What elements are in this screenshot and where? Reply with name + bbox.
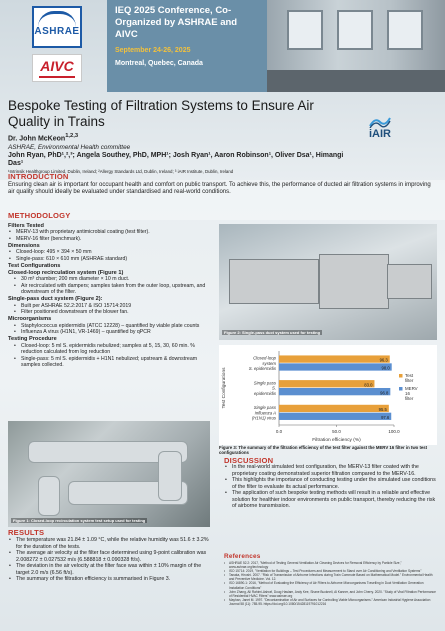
list-item: • 30 m³ chamber; 200 mm diameter × 10 m duct.: [8, 276, 213, 282]
coauthors: John Ryan, PhD¹,²,³; Angela Southey, PhD, MPH¹; Josh Ryan¹, Aaron Robinson¹, Oliver Dsa¹, Himangi Das¹: [8, 151, 344, 167]
aivc-logo-text: AIVC: [40, 58, 74, 74]
filters-heading: Filters Tested: [8, 222, 44, 229]
introduction-text: Ensuring clean air is important for occupant health and comfort on public transport. To achieve this, the performance of ducted air filtration systems in improving air quality should ideally be evaluated under standardised and real-world conditions.: [8, 182, 431, 196]
y-category-label: system: [262, 360, 276, 366]
data-label: 96.3: [379, 357, 388, 363]
reference-item: • John Zhang, Ali Rahimi-Ashraf, Doug Haslam, Andy Kee, Shane Bucknell, Al Kanner, and John Cherry. 2020. "Study of Viral Filtration Performance of Residential HVAC Filters" www.ashrae.org: [224, 590, 437, 598]
closed-loop-list: [8, 276, 213, 295]
list-item: • Built per ASHRAE 52.2:2017 & ISO 15714:2019: [8, 303, 213, 309]
references-heading: References: [224, 553, 261, 560]
list-item: • The deviation in the air velocity at the filter face was within ± 10% margin of the target 2.0 m/s (6.56 ft/s).: [8, 563, 213, 576]
legend-label: filter: [405, 396, 414, 401]
single-pass-heading: Single-pass duct system (Figure 2):: [8, 296, 103, 303]
bar-merv16: [279, 363, 392, 370]
data-label: 98.0: [381, 365, 390, 371]
reference-item: • ISO 16890-1: 2016, "Method of Evaluating the Efficiency of Air Filters to Airborne Microorganisms Travelling in Duct Ventilation Generation Installation Conditions": [224, 581, 437, 589]
efficiency-chart: [219, 345, 437, 445]
y-category-label: S.: [271, 385, 276, 391]
author-block: [8, 132, 348, 176]
results-heading: RESULTS: [8, 528, 45, 537]
list-item: • Staphylococcus epidermidis (ATCC 12228) – quantified by viable plate counts: [8, 323, 213, 329]
reference-item: • Tanaka, Hiroshi. 2007. "Risk of Transmission of Airborne Infections during Train Commute Based on Mathematical Model." Environmental Health and Preventive Medicine. Vol. 12.: [224, 573, 437, 581]
train-window: [387, 10, 423, 50]
dimensions-list: [8, 249, 213, 262]
figure-2-caption: Figure 2: Single-pass duct system used for testing: [224, 330, 321, 335]
lead-author-affiliation: 1,2,3: [65, 133, 79, 139]
list-item: • This highlights the importance of conducting testing under the simulated use conditions of the filter to evaluate its actual performance.: [224, 477, 437, 490]
single-pass-list: [8, 303, 213, 316]
methodology-section: [8, 222, 213, 369]
poster-title: Bespoke Testing of Filtration Systems to Ensure Air Quality in Trains: [8, 98, 314, 129]
legend-label: Test: [405, 373, 414, 378]
legend-label: 16: [405, 391, 410, 396]
bar-merv16: [279, 413, 391, 420]
bar-test-filter: [279, 405, 389, 412]
legend-label: filter: [405, 378, 414, 383]
list-item: • MERV-13 with proprietary antimicrobial coating (test filter).: [8, 229, 213, 235]
lead-author-name: Dr. John McKeon: [8, 135, 66, 143]
y-category-label: Single pass: [253, 380, 276, 386]
conference-panel: [107, 0, 267, 92]
y-category-label: Single pass: [253, 405, 276, 411]
list-item: • Closed-loop: 5 ml S. epidermidis nebulized; samples at 5, 15, 30, 60 min. % reduction calculated from log reduction: [8, 343, 213, 356]
legend-swatch: [399, 387, 403, 391]
ashrae-arc-icon: [38, 11, 76, 27]
results-list: [8, 537, 213, 583]
committee: ASHRAE, Environmental Health committee: [8, 143, 131, 151]
x-tick-label: 100.0: [388, 429, 400, 434]
duct-pipe: [38, 476, 60, 516]
bar-merv16: [279, 388, 390, 395]
discussion-section: [224, 464, 437, 510]
aivc-underline: [39, 76, 75, 78]
closed-loop-photo: [8, 421, 210, 527]
duct-housing: [229, 259, 319, 304]
ashrae-logo-text: ASHRAE: [34, 26, 80, 37]
references-section: [224, 561, 437, 606]
reference-item: • ASHRAE 52.2: 2017, "Method of Testing General Ventilation Air Cleaning Devices for Removal Efficiency by Particle Size," www.ashrae.org/technology: [224, 561, 437, 569]
conference-title: IEQ 2025 Conference, Co-Organized by ASHRAE and AIVC: [115, 5, 238, 40]
duct-pipe: [158, 451, 182, 501]
lead-author: [8, 132, 348, 144]
dimensions-heading: Dimensions: [8, 242, 40, 249]
data-label: 83.0: [364, 382, 373, 388]
results-section: [8, 537, 213, 583]
x-tick-label: 0.0: [275, 429, 283, 434]
list-item: • Air recirculated with dampers; samples taken from the outer loop, upstream, and downstream of the filter.: [8, 283, 213, 296]
bar-test-filter: [279, 380, 374, 387]
list-item: • The application of such bespoke testing methods will result in a reliable and effective solution for healthier indoor environments on public transport, thereby reducing the risk of airborne transmission.: [224, 490, 437, 510]
iair-logo-text: iAIR: [369, 128, 391, 140]
single-pass-photo: [219, 224, 437, 340]
figure-3-caption: Figure 3: The summary of the filtration efficiency of the test filter against the MERV 16 filter in two test configurations: [219, 445, 428, 456]
y-category-label: Influenza A: [254, 410, 276, 416]
y-category-label: epidermidis: [254, 390, 276, 396]
x-tick-label: 50.0: [332, 429, 341, 434]
list-item: • The temperature was 21.84 ± 1.09 °C, while the relative humidity was 51.6 ± 3.2% for the duration of the tests.: [8, 537, 213, 550]
duct-housing: [387, 264, 432, 299]
x-axis-label: Filtration efficiency (%): [312, 438, 361, 443]
discussion-list: [224, 464, 437, 510]
iair-logo: [355, 116, 405, 142]
references-list: [224, 561, 437, 606]
affiliations: ¹Intrinsik Healthgroup Limited, Dublin, Ireland; ²Allergy Standards Ltd, Dublin, Ireland; ³ iAIR Institute, Dublin, Ireland: [8, 169, 234, 175]
conference-header: [0, 0, 445, 92]
closed-loop-heading: Closed-loop recirculation system (Figure 1): [8, 270, 124, 277]
conference-location: Montreal, Quebec, Canada: [115, 60, 203, 67]
list-item: • Filter positioned downstream of the blower fan.: [8, 309, 213, 315]
list-item: • Single-pass: 610 × 610 mm (ASHRAE standard): [8, 256, 213, 262]
legend-swatch: [399, 374, 403, 378]
list-item: • Single-pass: 5 ml S. epidermidis + H1N1 nebulized; upstream & downstream samples collected.: [8, 356, 213, 369]
duct-housing: [319, 254, 389, 309]
reference-item: • ISO 15714: 2019, "Ventilation for Buildings – Test Procedures and Measurement to Stand over Air Conditioning and Ventilation Systems": [224, 569, 437, 573]
legend-label: MERV: [405, 386, 418, 391]
list-item: • The average air velocity at the filter face determined using 9-point calibration was 2.008272 ± 0.027532 m/s (6.588818 ± 0.090328 ft/s).: [8, 550, 213, 563]
list-item: • Closed-loop: 495 × 394 × 50 mm: [8, 249, 213, 255]
y-category-label: Closed-loop: [253, 355, 276, 361]
list-item: • In the real-world simulated test configuration, the MERV-13 filter coated with the proprietary coating demonstrated superior filtration compared to the MERV-16.: [224, 464, 437, 477]
data-label: 97.6: [381, 414, 390, 420]
microorganisms-list: [8, 323, 213, 336]
data-label: 95.5: [378, 407, 387, 413]
test-config-heading: Test Configurations: [8, 262, 61, 269]
bar-test-filter: [279, 355, 390, 362]
data-label: 96.8: [380, 390, 389, 396]
introduction-heading: INTRODUCTION: [8, 172, 69, 181]
train-window: [337, 10, 373, 50]
y-category-label: S. epidermidis: [248, 366, 276, 372]
efficiency-chart-svg: [219, 345, 437, 445]
conference-dates: September 24-26, 2025: [115, 47, 191, 54]
train-interior-image: [267, 0, 445, 92]
train-window: [287, 10, 323, 50]
methodology-heading: METHODOLOGY: [8, 211, 71, 220]
discussion-heading: DISCUSSION: [224, 456, 274, 465]
procedure-heading: Testing Procedure: [8, 336, 57, 343]
y-axis-label: Test Configurations: [222, 367, 227, 409]
list-item: • Influenza A virus (H1N1, VR-1469) – quantified by qPCR: [8, 329, 213, 335]
reference-item: • Mayhan, Janet M. 1997. "Decontamination of Air and Surfaces for Controlling Viable Microorganisms." American Industrial Hygiene Association Journal 58 (11): 785-95. https://doi.org/10.1080/15428119791012216: [224, 598, 437, 606]
y-category-label: (H1N1) virus: [251, 415, 276, 421]
microorganisms-heading: Microorganisms: [8, 316, 52, 323]
train-seats: [267, 70, 445, 92]
list-item: • The summary of the filtration efficiency is summarised in Figure 3.: [8, 576, 213, 583]
procedure-list: [8, 343, 213, 369]
iair-wave-icon: [369, 116, 391, 128]
figure-1-caption: Figure 1: Closed-loop recirculation system test setup used for testing: [13, 518, 146, 523]
filters-list: [8, 229, 213, 242]
list-item: • MERV-16 filter (benchmark).: [8, 236, 213, 242]
aivc-logo: [32, 54, 82, 82]
ashrae-logo: [32, 6, 82, 48]
